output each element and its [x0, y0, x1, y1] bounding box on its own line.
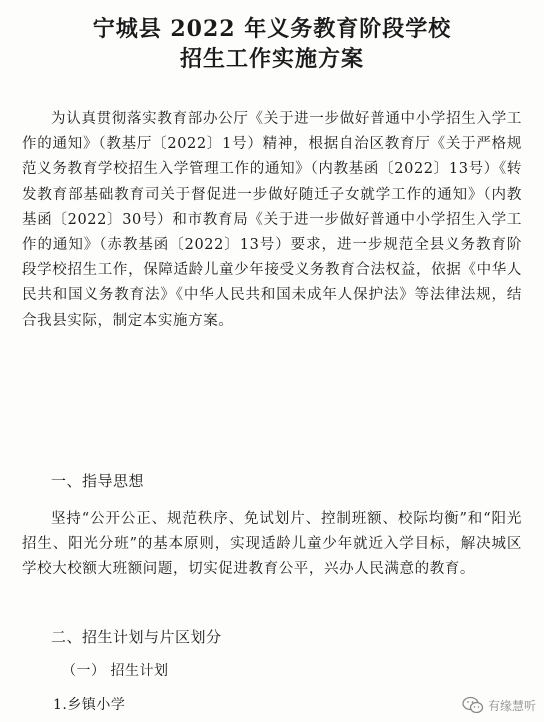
intro-paragraph: 为认真贯彻落实教育部办公厅《关于进一步做好普通中小学招生入学工作的通知》（教基厅〔2022〕1号）精神，根据自治区教育厅《关于严格规范义务教育学校招生入学管理工作的通知》（内教基函〔2022〕13号）《转发教育部基础教育司关于督促进一步做好随迁子女就学工作的通知》（内教基函〔2022〕30号）和市教育局《关于进一步做好普通中小学招生入学工作的通知》（赤教基函〔2022〕13号）要求，进一步规范全县义务教育阶段学校招生工作，保障适龄儿童少年接受义务教育合法权益，依据《中华人民共和国义务教育法》《中华人民共和国未成年人保护法》等法律法规，结合我县实际，制定本实施方案。 — [22, 111, 522, 329]
document-title-line1: 宁城县 2022 年义务教育阶段学校 — [92, 16, 452, 42]
subsection1-heading: （一） 招生计划 — [62, 663, 169, 679]
watermark — [462, 696, 536, 714]
watermark-text: 有缘慧听 — [487, 698, 536, 713]
section1-paragraph: 坚持“公开公正、规范秩序、免试划片、控制班额、校际均衡”和“阳光招生、阳光分班”的基本原则，实现适龄儿童少年就近入学目标，解决城区学校大校额大班额问题，切实促进教育公平，兴办人民满意的教育。 — [22, 511, 522, 578]
section2-heading: 二、招生计划与片区划分 — [51, 628, 222, 646]
section1-heading: 一、指导思想 — [51, 472, 145, 490]
wechat-icon — [462, 696, 484, 714]
document-title-line2: 招生工作实施方案 — [179, 46, 364, 72]
item1-heading: 1.乡镇小学 — [53, 697, 126, 713]
